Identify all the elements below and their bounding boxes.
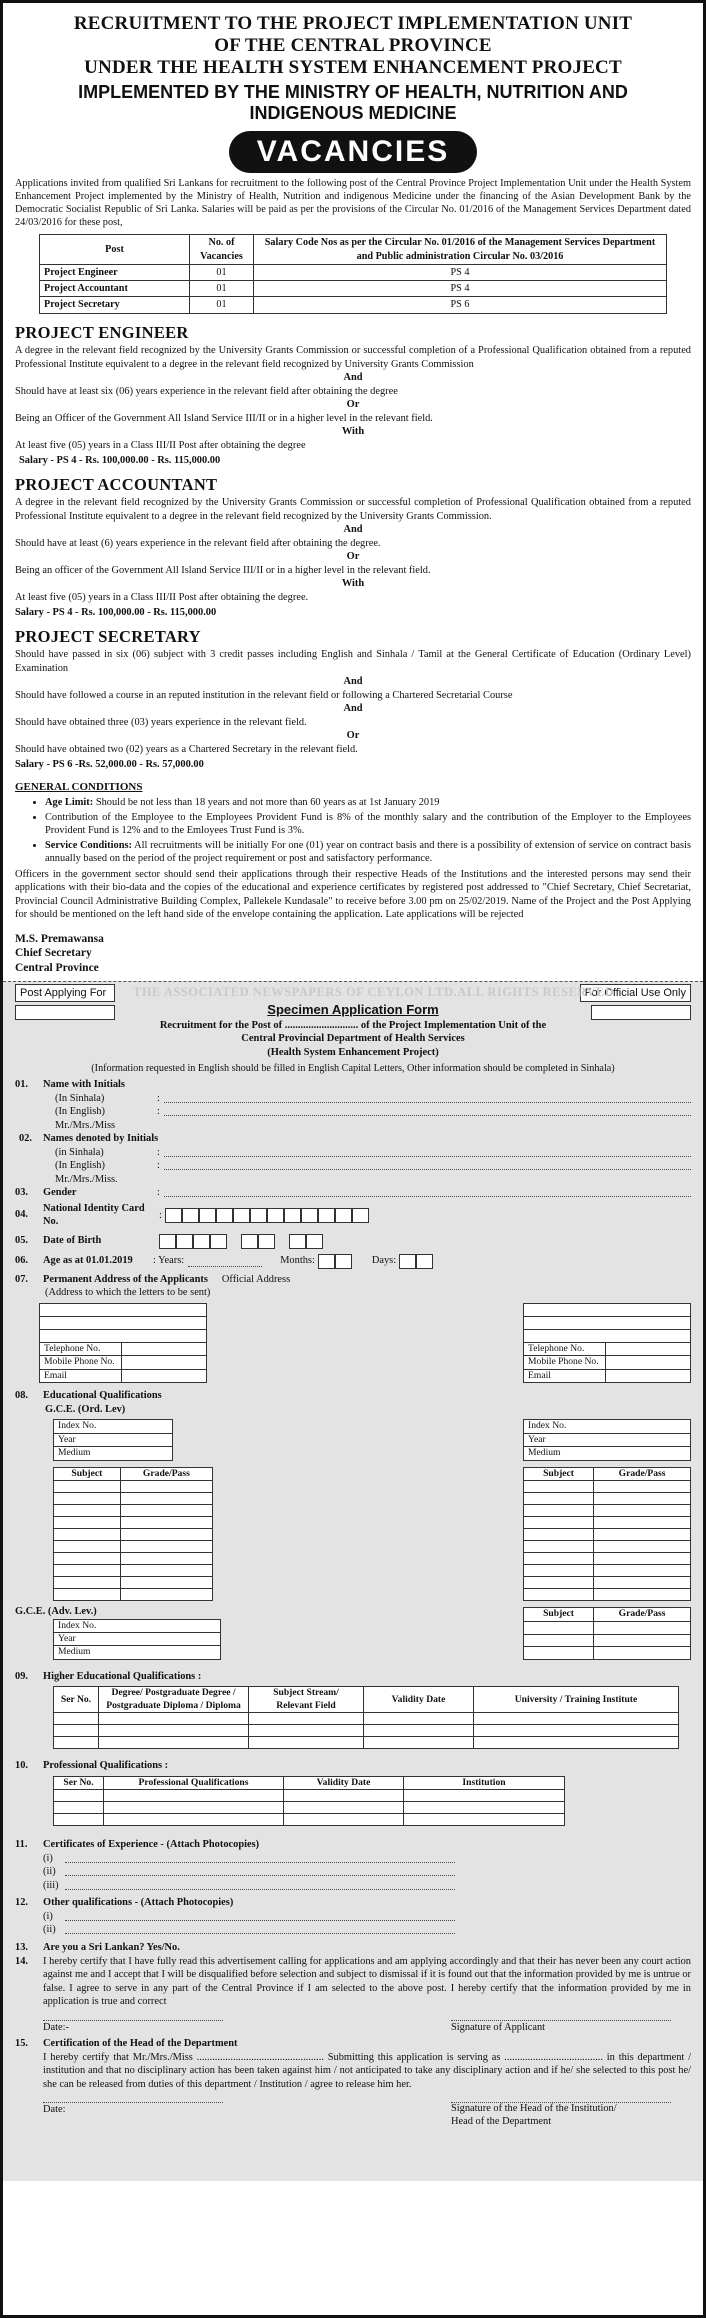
condition-service xyxy=(45,839,691,866)
name-english-field[interactable] xyxy=(164,1105,691,1116)
form-subtitle-3: (Health System Enhancement Project) xyxy=(267,1047,439,1059)
connector-text: Or xyxy=(346,399,360,411)
question-number: 06. xyxy=(15,1255,28,1267)
question-number: 15. xyxy=(15,2038,28,2050)
roman-numeral: (iii) xyxy=(43,1879,59,1891)
section-project-accountant xyxy=(15,474,691,620)
connector-text: And xyxy=(343,372,363,384)
head-signature-field[interactable] xyxy=(451,2093,671,2103)
question-number: 10. xyxy=(15,1760,28,1772)
dob-month-boxes[interactable] xyxy=(241,1234,275,1249)
question-number: 02. xyxy=(19,1133,32,1145)
gce-al-details-table[interactable] xyxy=(53,1619,221,1660)
condition-text: All recruitments will be initially For one (01) year on contract basis and there is a possibility of extension of service on contract basis annually based on the period of the project requirement or post and satisfactory performance. xyxy=(45,839,692,865)
section-title: PROJECT ENGINEER xyxy=(15,322,189,342)
general-conditions xyxy=(15,780,691,922)
vacancy-header-post: Post xyxy=(40,235,190,265)
date-label: Date: xyxy=(43,2104,66,2116)
form-title: Specimen Application Form xyxy=(267,1001,439,1017)
requirement-text: Should have at least six (06) years experience in the relevant field after obtaining the degree xyxy=(15,385,398,397)
table-header: University / Training Institute xyxy=(474,1687,679,1713)
professional-qualifications-table[interactable] xyxy=(53,1776,565,1826)
mobile-label: Mobile Phone No. xyxy=(524,1356,606,1369)
vacancy-salary-code: PS 4 xyxy=(254,264,667,280)
connector-text: Or xyxy=(346,730,360,742)
section-project-engineer xyxy=(15,322,691,468)
vacancy-count: 01 xyxy=(190,281,254,297)
section-title: PROJECT SECRETARY xyxy=(15,626,201,646)
vacancy-salary-code: PS 6 xyxy=(254,297,667,313)
full-name-english-field[interactable] xyxy=(164,1159,691,1170)
medium-label: Medium xyxy=(54,1646,221,1659)
question-label: Educational Qualifications xyxy=(43,1390,162,1402)
mobile-label: Mobile Phone No. xyxy=(40,1356,122,1369)
question-label: Other qualifications - (Attach Photocopies) xyxy=(43,1897,234,1909)
connector-text: And xyxy=(343,676,363,688)
question-number: 11. xyxy=(15,1839,28,1851)
field-sublabel: (In Sinhala) xyxy=(55,1092,105,1104)
post-applying-field[interactable] xyxy=(15,1005,115,1020)
question-label: Higher Educational Qualifications : xyxy=(43,1670,202,1682)
requirement-text: Should have passed in six (06) subject with 3 credit passes including English and Sinhala / Tamil at the General Certificate of Education (Ordinary Level) Examination xyxy=(15,649,691,674)
question-label: Permanent Address of the Applicants xyxy=(43,1273,208,1285)
header-line-4: IMPLEMENTED BY THE MINISTRY OF HEALTH, NUTRITION AND xyxy=(78,81,628,102)
vacancy-count: 01 xyxy=(190,297,254,313)
subject-header: Subject xyxy=(524,1607,594,1621)
submission-instructions: Officers in the government sector should send their applications through their respective Heads of the Institutions and the interested persons may send their applications with their bio-data and the copies of the educational and experience certificates by registered post addressed to "Chief Secretary, Chief Secretariat, Provincial Council Administrative Building Complex, Pallekele Kundasale" to receive before 3.00 pm on 25/02/2019. Name of the Project and the Post Applying for should be mentioned on the left hand side of the envelope containing the application. Late applications will be rejected xyxy=(15,868,691,921)
applicant-signature-field[interactable] xyxy=(451,2011,671,2021)
date-label: Date:- xyxy=(43,2021,69,2033)
condition-label: Service Conditions: xyxy=(45,839,132,851)
roman-numeral: (i) xyxy=(43,1852,53,1864)
gce-ol-details-table-2[interactable] xyxy=(523,1419,691,1460)
form-subtitle-1: Recruitment for the Post of ............................ of the Project Implementation Unit of the xyxy=(159,1019,547,1031)
connector-text: Or xyxy=(346,551,360,563)
signatory-province: Central Province xyxy=(15,961,99,974)
year-label: Year xyxy=(54,1633,221,1646)
subject-header: Subject xyxy=(524,1467,594,1480)
index-label: Index No. xyxy=(54,1619,221,1632)
telephone-label: Telephone No. xyxy=(40,1342,122,1355)
roman-numeral: (i) xyxy=(43,1910,53,1922)
connector-text: With xyxy=(341,426,365,438)
medium-label: Medium xyxy=(524,1447,691,1460)
table-header: Ser No. xyxy=(54,1776,104,1789)
requirement-text: Being an officer of the Government All Island Service III/II or in a higher level in the relevant field. xyxy=(15,564,431,576)
vacancy-count: 01 xyxy=(190,264,254,280)
question-number: 09. xyxy=(15,1670,28,1682)
official-address-label: Official Address xyxy=(221,1273,291,1285)
header-line-1: RECRUITMENT TO THE PROJECT IMPLEMENTATION UNIT xyxy=(73,13,633,34)
declaration-text: I hereby certify that I have fully read this advertisement calling for applications and am applying accordingly and that their has never been any court action against me and I accept that I will be disqualified before selection and subject to dismissal if it is found out that the information provided by me is untrue or false. I agree to serve in any part of the Central Province if I am selected to the above post. I hereby certify that the information provided by me in application is true and correct xyxy=(43,1955,691,2008)
table-header: Validity Date xyxy=(284,1776,404,1789)
age-years-field[interactable] xyxy=(188,1256,262,1267)
grade-header: Grade/Pass xyxy=(120,1467,212,1480)
experience-field-1[interactable] xyxy=(65,1852,455,1863)
table-header: Degree/ Postgraduate Degree / Postgraduate Diploma / Diploma xyxy=(99,1687,249,1713)
official-use-field[interactable] xyxy=(591,1005,691,1020)
gce-ol-results-table-2[interactable] xyxy=(523,1467,691,1601)
index-label: Index No. xyxy=(54,1420,173,1433)
header-line-2: OF THE CENTRAL PROVINCE xyxy=(214,34,492,56)
form-note: (Information requested in English should be filled in English Capital Letters, Other information should be completed in Sinhala) xyxy=(91,1062,615,1074)
other-qualification-field-2[interactable] xyxy=(65,1923,455,1934)
gce-al-label: G.C.E. (Adv. Lev.) xyxy=(15,1606,97,1618)
year-label: Year xyxy=(524,1433,691,1446)
question-number: 13. xyxy=(15,1942,28,1953)
official-use-label: For Official Use Only xyxy=(580,984,691,1002)
header xyxy=(15,13,691,173)
table-row xyxy=(40,281,667,297)
question-label: Name with Initials xyxy=(43,1079,125,1091)
question-number: 01. xyxy=(15,1079,28,1091)
name-sinhala-field[interactable] xyxy=(164,1092,691,1103)
general-conditions-title: GENERAL CONDITIONS xyxy=(15,780,143,793)
question-label: Professional Qualifications : xyxy=(43,1760,169,1772)
email-label: Email xyxy=(40,1369,122,1382)
question-label: Gender xyxy=(43,1187,77,1199)
vacancy-post: Project Engineer xyxy=(40,264,190,280)
roman-numeral: (ii) xyxy=(43,1866,56,1878)
official-address-table[interactable] xyxy=(523,1303,691,1383)
applicant-date-field[interactable] xyxy=(43,2011,223,2021)
requirement-text: A degree in the relevant field recognized by the University Grants Commission or successful completion of Professional Qualification obtained from a reputed Professional Institute equivalent to a degree in the relevant field recognized by the University Grants Commission. xyxy=(15,497,691,522)
requirement-text: Should have at least (6) years experience in the relevant field after obtaining the degree. xyxy=(15,537,381,549)
connector-text: With xyxy=(341,578,365,590)
field-sublabel: (In English) Mr./Mrs./Miss. xyxy=(55,1160,118,1185)
gce-ol-results-table[interactable] xyxy=(53,1467,213,1601)
full-name-sinhala-field[interactable] xyxy=(164,1146,691,1157)
salary-text: Salary - PS 4 - Rs. 100,000.00 - Rs. 115,000.00 xyxy=(15,607,217,619)
copyright-watermark: THE ASSOCIATED NEWSPAPERS OF CEYLON LTD.ALL RIGHTS RESERVED xyxy=(133,984,615,999)
post-applying-label: Post Applying For xyxy=(15,984,115,1002)
requirement-text: Should have obtained three (03) years experience in the relevant field. xyxy=(15,716,307,728)
grade-header: Grade/Pass xyxy=(594,1467,691,1480)
table-row xyxy=(40,264,667,280)
vacancy-post: Project Secretary xyxy=(40,297,190,313)
signatory-title: Chief Secretary xyxy=(15,947,92,960)
table-header: Validity Date xyxy=(364,1687,474,1713)
question-number: 12. xyxy=(15,1897,28,1909)
index-label: Index No. xyxy=(524,1420,691,1433)
question-label: Names denoted by Initials xyxy=(43,1133,159,1145)
vacancy-post: Project Accountant xyxy=(40,281,190,297)
requirement-text: Being an Officer of the Government All Island Service III/II or in a higher level in the relevant field. xyxy=(15,412,433,424)
condition-label: Age Limit: xyxy=(45,797,94,809)
vacancy-header-salary: Salary Code Nos as per the Circular No. 01/2016 of the Management Services Department and Public administration Circular No. 03/2016 xyxy=(254,235,667,265)
requirement-text: At least five (05) years in a Class III/II Post after obtaining the degree. xyxy=(15,591,309,603)
condition-text: Should be not less than 18 years and not more than 60 years as at 1st January 2019 xyxy=(95,797,440,809)
year-label: Year xyxy=(54,1433,173,1446)
gce-ol-details-table[interactable] xyxy=(53,1419,173,1460)
age-months-boxes[interactable] xyxy=(318,1254,352,1269)
requirement-text: At least five (05) years in a Class III/II Post after obtaining the degree xyxy=(15,439,306,451)
application-form: Post Applying For THE ASSOCIATED NEWSPAPERS OF CEYLON LTD.ALL RIGHTS RESERVED For Official Use Only Specimen Application Form Recruitment for the Post of ............................ of the Project Implementation Unit of the Central Provincial Department of Health Services (Health System Enhancement Project) (Information requested in English should be filled in English Capital Letters, Other information should be completed in Sinhala) 01. Name with Initials (In Sinhala) : (In English) Mr./Mrs./Miss : 02. Names denoted by Initials (in Sinhala) : (In English) Mr./Mrs./Miss. : 03. Gender : 04. National Identity Card No. : 05. Date of Birth 06. Age as at 01.01.2019 : Years: Months: Days: 07. Permanent Address of the Applicants Official Address (Address to which the letters to be sent) Telephone No. Mobile Phone No. Email Telephone No. Mobile Phone No. Email 08. Educational Qualifications G.C.E. (Ord. Lev) Index No. Year Medium Index No. Year Medium Subject Grade/Pass Subject Grade/Pass G.C.E. (Adv. Lev.) Index No. Year Medium Subject Grade/Pass 09. Higher Educational Qualifications : Ser No. Degree/ Postgraduate Degree / Postgraduate Diploma / Diploma Subject Stream/ Relevant Field Validity Date University / Training Institute 10. Professional Qualifications : Ser No. Professional Qualifications Validity Date Institution 11. Certificates of Experience - (Attach Photocopies) (i) (ii) (iii) 12. Other qualifications - (Attach Photocopies) (i) (ii) 13. Are you a Sri Lankan? Yes/No. 14. I hereby certify that I have fully read this advertisement calling for applications and am applying accordingly and that their has never been any court action against me and I accept that I will be disqualified before selection and subject to dismissal if it is found out that the information provided by me is untrue or false. I agree to serve in any part of the Central Province if I am selected to the above post. I hereby certify that the information provided by me in application is true and correct Date:- Signature of Applicant 15. Certification of the Head of the Department I hereby certify that Mr./Mrs./Miss ................................................. Submitting this application is serving as ...................................... in this department / institution and that no disciplinary action has been taken against him / not anticipated to take any disciplinary action and if he/ she selected to this post he/ she can be released from duties of this department / Institution / agree to release him her. Date: Signature of the Head of the Institution/ Head of the Department xyxy=(3,981,703,2181)
days-label: Days: xyxy=(371,1255,397,1267)
years-label: : Years: xyxy=(153,1255,185,1267)
head-date-field[interactable] xyxy=(43,2093,223,2103)
gender-field[interactable] xyxy=(164,1186,691,1197)
question-label: Date of Birth xyxy=(43,1235,102,1247)
requirement-text: A degree in the relevant field recognized by the University Grants Commission or successful completion of a Professional Qualification obtained from a reputed Professional Institute equivalent to a degree in the relevant field recognized by University Grants Commission xyxy=(15,345,691,370)
address-note: (Address to which the letters to be sent) xyxy=(45,1287,211,1299)
question-number: 05. xyxy=(15,1235,28,1247)
salary-text: Salary - PS 6 -Rs. 52,000.00 - Rs. 57,000.00 xyxy=(15,759,204,771)
email-label: Email xyxy=(524,1369,606,1382)
question-label: Age as at 01.01.2019 xyxy=(43,1255,133,1267)
permanent-address-table[interactable] xyxy=(39,1303,207,1383)
requirement-text: Should have followed a course in an reputed institution in the relevant field or following a Chartered Secretarial Course xyxy=(15,689,513,701)
header-line-3: UNDER THE HEALTH SYSTEM ENHANCEMENT PROJECT xyxy=(84,56,622,78)
condition-age xyxy=(45,796,691,810)
field-sublabel: (In English) Mr./Mrs./Miss xyxy=(55,1106,116,1131)
condition-contribution: • Contribution of the Employee to the Employees Provident Fund is 8% of the monthly salary and the contribution of the Employer to the Employees Provident Fund is 12% and to the Emloyees Trust Fund is 3%. xyxy=(45,811,691,838)
months-label: Months: xyxy=(280,1255,315,1267)
table-header: Subject Stream/ Relevant Field xyxy=(249,1687,364,1713)
signature-head-label: Signature of the Head of the Institution/ xyxy=(451,2103,617,2115)
signature-applicant-label: Signature of Applicant xyxy=(451,2021,546,2033)
question-label: National Identity Card No. xyxy=(43,1202,145,1228)
question-number: 07. xyxy=(15,1273,28,1285)
question-number: 14. xyxy=(15,1955,28,1967)
table-row xyxy=(40,297,667,313)
table-header: Ser No. xyxy=(54,1687,99,1713)
requirement-text: Should have obtained two (02) years as a Chartered Secretary in the relevant field. xyxy=(15,743,358,755)
question-label: Certificates of Experience - (Attach Photocopies) xyxy=(43,1839,260,1851)
question-number: 08. xyxy=(15,1390,28,1402)
experience-field-3[interactable] xyxy=(65,1879,455,1890)
connector-text: And xyxy=(343,524,363,536)
section-title: PROJECT ACCOUNTANT xyxy=(15,474,218,494)
vacancies-banner: VACANCIES xyxy=(229,131,477,173)
subject-header: Subject xyxy=(54,1467,121,1480)
signature-head-label-2: Head of the Department xyxy=(451,2115,552,2127)
salary-text: Salary - PS 4 - Rs. 100,000.00 - Rs. 115,000.00 xyxy=(19,455,221,467)
table-header: Institution xyxy=(404,1776,565,1789)
section-project-secretary xyxy=(15,626,691,772)
head-certification-text: I hereby certify that Mr./Mrs./Miss ................................................. Submitting this application is serving as ...................................... in this department / institution and that no disciplinary action has been taken against him / not anticipated to take any disciplinary action and if he/ she selected to this post he/ she can be released from duties of this department / Institution / agree to release him her. xyxy=(43,2051,691,2090)
signature-block xyxy=(15,932,691,975)
telephone-label: Telephone No. xyxy=(524,1342,606,1355)
question-number: 04. xyxy=(15,1209,28,1221)
gce-ol-label: G.C.E. (Ord. Lev) xyxy=(45,1403,126,1415)
header-line-5: INDIGENOUS MEDICINE xyxy=(249,103,457,124)
question-label: Certification of the Head of the Department xyxy=(43,2038,238,2050)
nic-number-boxes[interactable]: : xyxy=(159,1208,369,1223)
connector-text: And xyxy=(343,703,363,715)
roman-numeral: (ii) xyxy=(43,1924,56,1936)
signatory-name: M.S. Premawansa xyxy=(15,932,104,945)
question-label[interactable]: Are you a Sri Lankan? Yes/No. xyxy=(43,1942,180,1953)
medium-label: Medium xyxy=(54,1447,173,1460)
vacancy-table xyxy=(39,234,667,313)
form-subtitle-2: Central Provincial Department of Health Services xyxy=(241,1033,465,1045)
dob-day-boxes[interactable] xyxy=(289,1234,323,1249)
experience-field-2[interactable] xyxy=(65,1865,455,1876)
table-header: Professional Qualifications xyxy=(104,1776,284,1789)
gce-al-results-table[interactable] xyxy=(523,1607,691,1660)
dob-year-boxes[interactable] xyxy=(159,1234,227,1249)
question-number: 03. xyxy=(15,1187,28,1199)
intro-paragraph: Applications invited from qualified Sri Lankans for recruitment to the following post of the Central Province Project Implementation Unit under the Health System Enhancement Project implemented by the Ministry of Health, Nutrition and indigenous Medicine under the financing of the Asian Development Bank by the Democratic Socialist Republic of Sri Lanka. Salaries will be paid as per the provisions of the Circular No. 01/2016 of the Management Services Department dated 24/03/2016 for these post, xyxy=(15,177,691,229)
grade-header: Grade/Pass xyxy=(594,1607,691,1621)
vacancy-salary-code: PS 4 xyxy=(254,281,667,297)
vacancy-header-count: No. of Vacancies xyxy=(190,235,254,265)
other-qualification-field-1[interactable] xyxy=(65,1910,455,1921)
higher-education-table[interactable] xyxy=(53,1686,679,1749)
field-sublabel: (in Sinhala) xyxy=(55,1146,104,1158)
age-days-boxes[interactable] xyxy=(399,1254,433,1269)
